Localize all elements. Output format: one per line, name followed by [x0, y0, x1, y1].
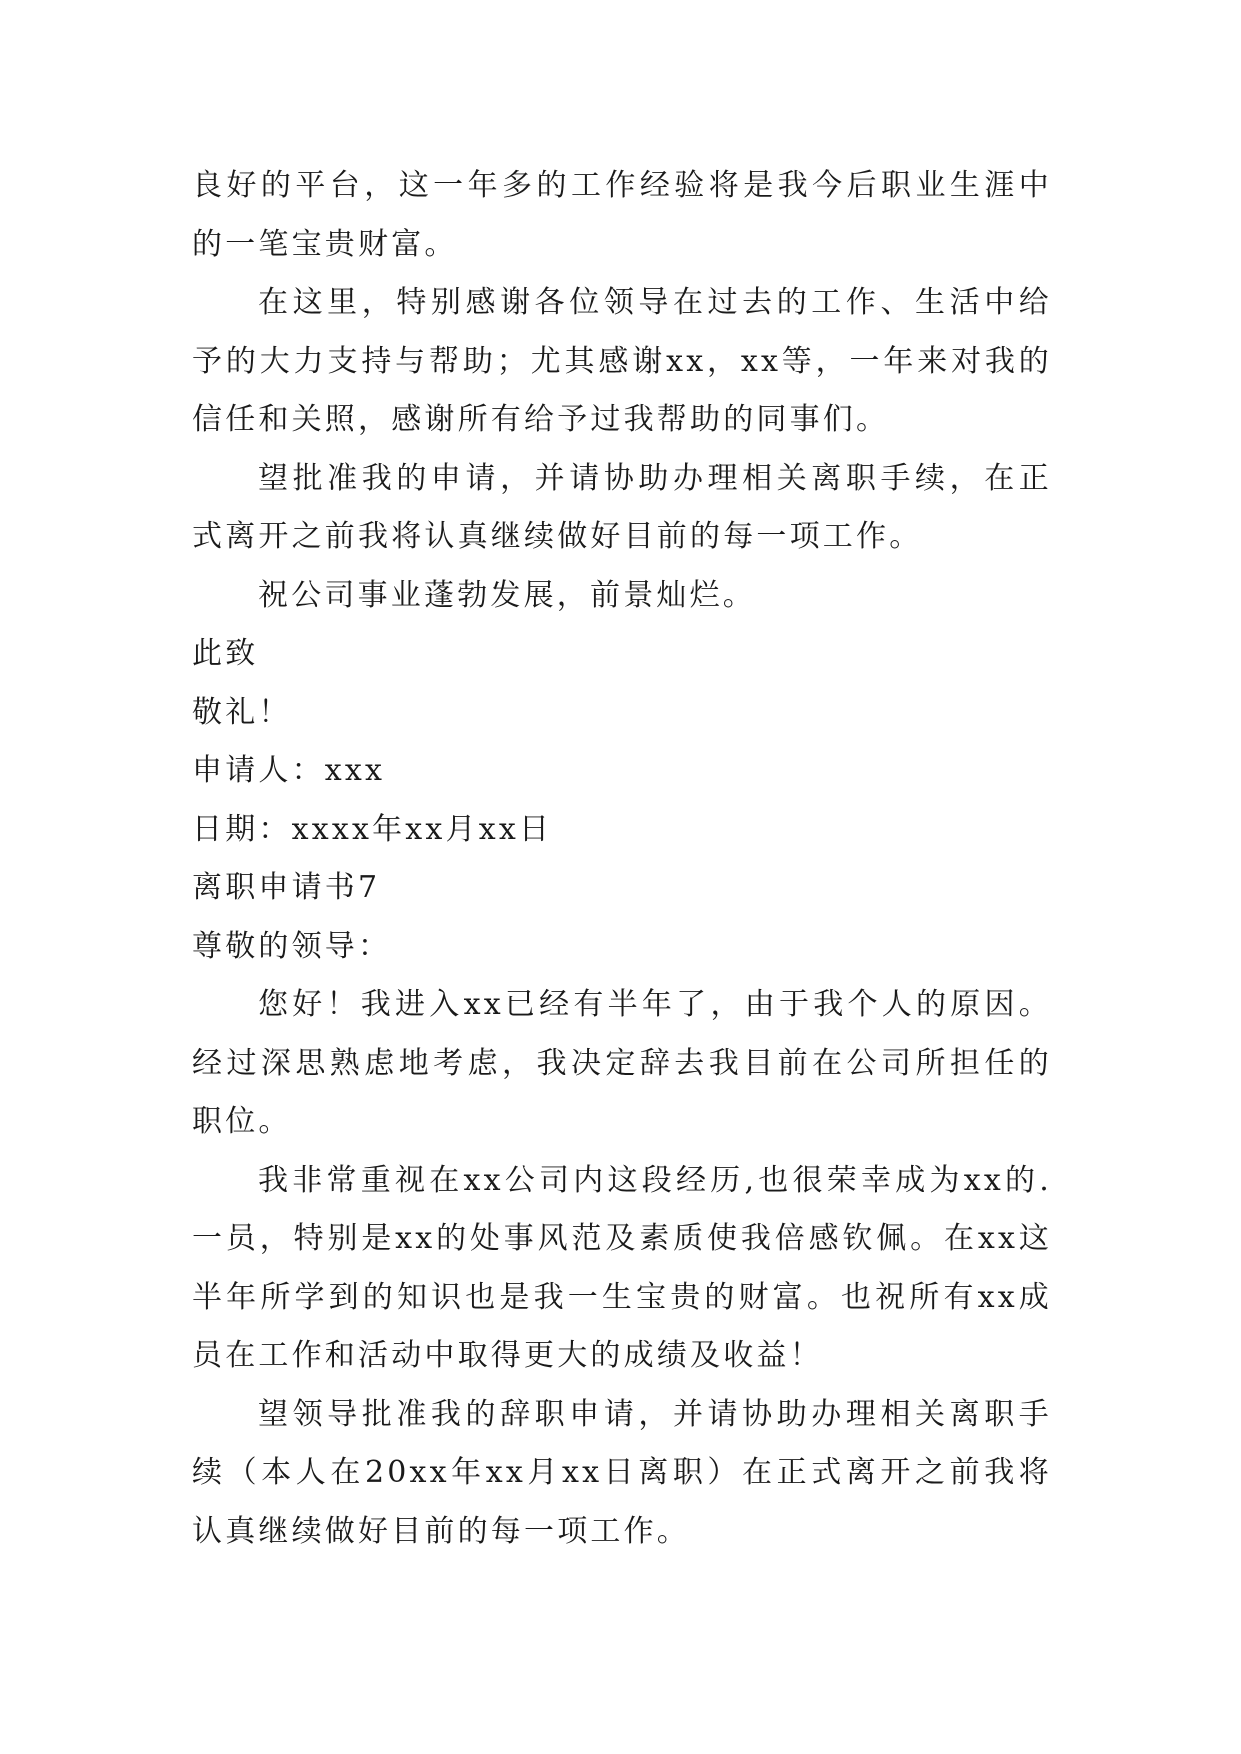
- closing-cizhi: 此致: [192, 636, 259, 671]
- document-body: [192, 157, 1052, 1561]
- paragraph-approval-request: 望批准我的申请，并请协助办理相关离职手续，在正式离开之前我将认真继续做好目前的每一项工作。: [192, 460, 1052, 554]
- closing-jingli: 敬礼！: [192, 694, 292, 730]
- date-line: 日期：xxxx年xx月xx日: [192, 811, 553, 847]
- paragraph-greeting: 您好！我进入xx已经有半年了，由于我个人的原因。经过深思熟虑地考虑，我决定辞去我目前在公司所担任的职位。: [192, 987, 1052, 1139]
- salutation: 尊敬的领导：: [192, 928, 392, 964]
- paragraph-platform: 良好的平台，这一年多的工作经验将是我今后职业生涯中的一笔宝贵财富。: [192, 168, 1052, 262]
- applicant-line: 申请人：xxx: [192, 753, 386, 788]
- paragraph-thanks: 在这里，特别感谢各位领导在过去的工作、生活中给予的大力支持与帮助；尤其感谢xx，xx等，一年来对我的信任和关照，感谢所有给予过我帮助的同事们。: [192, 285, 1052, 437]
- section-title: 离职申请书7: [192, 870, 381, 905]
- paragraph-resignation-request: 望领导批准我的辞职申请，并请协助办理相关离职手续（本人在20xx年xx月xx日离职）在正式离开之前我将认真继续做好目前的每一项工作。: [192, 1396, 1052, 1549]
- paragraph-wishes: 祝公司事业蓬勃发展，前景灿烂。: [258, 577, 756, 613]
- paragraph-experience: 我非常重视在xx公司内这段经历,也很荣幸成为xx的.一员，特别是xx的处事风范及素质使我倍感钦佩。在xx这半年所学到的知识也是我一生宝贵的财富。也祝所有xx成员在工作和活动中取得更大的成绩及收益！: [192, 1162, 1052, 1373]
